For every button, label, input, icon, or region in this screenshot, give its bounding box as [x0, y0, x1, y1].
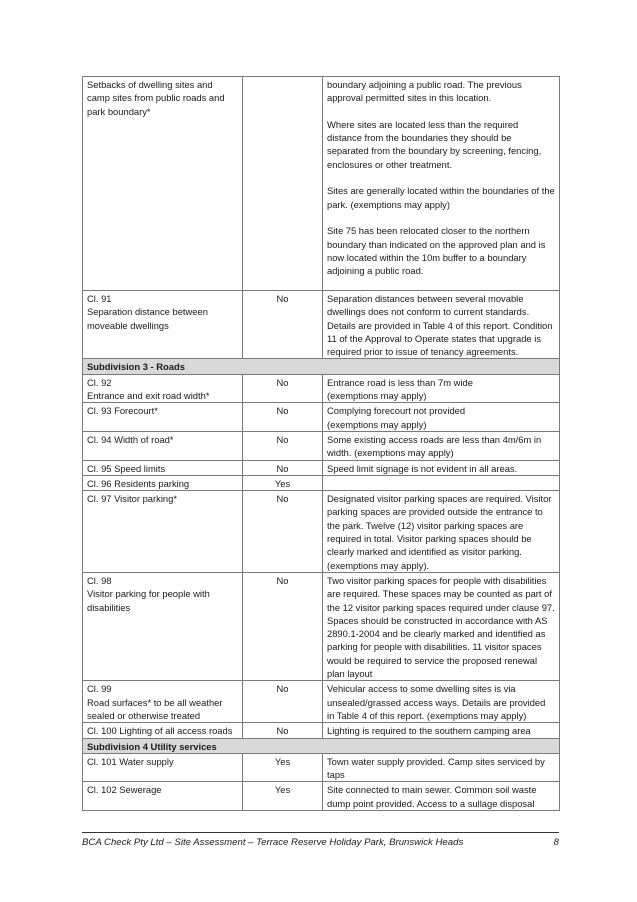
- comment-text: boundary adjoining a public road. The previous approval permitted sites in this location.: [327, 79, 522, 104]
- compliance-cell: No: [243, 291, 323, 359]
- comment-text: Where sites are located less than the required distance from the boundaries they should be separated from the boundary by screening, fencing, enclosures or other treatment.: [327, 118, 542, 170]
- section-header-row: [83, 359, 560, 374]
- page-footer: [82, 832, 559, 848]
- table-row: [83, 374, 560, 403]
- clause-text: Entrance and exit road width*: [87, 390, 210, 402]
- comments-cell: [323, 431, 560, 460]
- comments-cell: [323, 753, 560, 782]
- clause-text: Cl. 94 Width of road*: [87, 433, 174, 445]
- compliance-cell: No: [243, 374, 323, 403]
- clause-text: Cl. 100 Lighting of all access roads: [87, 725, 233, 737]
- compliance-cell: Yes: [243, 753, 323, 782]
- comments-cell: [323, 491, 560, 573]
- comments-cell: [323, 681, 560, 723]
- compliance-cell: No: [243, 681, 323, 723]
- clause-cell: [83, 723, 243, 738]
- compliance-cell: No: [243, 460, 323, 475]
- clause-cell: [83, 403, 243, 432]
- comment-text: Town water supply provided. Camp sites serviced by taps: [327, 755, 545, 781]
- comment-text: Site connected to main sewer. Common soil waste dump point provided. Access to a sullage disposal: [327, 784, 537, 809]
- compliance-cell: Yes: [243, 782, 323, 811]
- clause-text: Cl. 96 Residents parking: [87, 477, 190, 489]
- comments-cell: [323, 374, 560, 403]
- clause-cell: [83, 431, 243, 460]
- table-row: [83, 782, 560, 811]
- compliance-cell: Yes: [243, 475, 323, 490]
- clause-number: Cl. 99: [87, 683, 112, 695]
- comment-text: Sites are generally located within the boundaries of the park. (exemptions may apply): [327, 185, 555, 210]
- comment-text: Complying forecourt not provided: [327, 405, 466, 417]
- compliance-cell: No: [243, 403, 323, 432]
- comment-text: Vehicular access to some dwelling sites is via unsealed/grassed access ways. Details are provided in Table 4 of this report. (exemptions may apply): [327, 683, 546, 721]
- comments-cell: [323, 291, 560, 359]
- clause-text: Road surfaces* to be all weather sealed or otherwise treated: [87, 696, 223, 721]
- clause-cell: [83, 291, 243, 359]
- clause-cell: [83, 475, 243, 490]
- clause-cell: [83, 491, 243, 573]
- comment-text: Separation distances between several movable dwellings does not conform to current standards. Details are provided in Table 4 of this report. Condition 11 of the Approval to Operate states that upgrade is required prior to issue of tenancy agreements.: [327, 293, 553, 358]
- section-header-row: [83, 738, 560, 753]
- table-row: [83, 491, 560, 573]
- table-row: [83, 475, 560, 490]
- table-row: [83, 291, 560, 359]
- comment-text: Entrance road is less than 7m wide: [327, 376, 473, 388]
- footer-text: BCA Check Pty Ltd – Site Assessment – Terrace Reserve Holiday Park, Brunswick Heads: [82, 837, 464, 848]
- table-row: [83, 753, 560, 782]
- comments-cell: [323, 782, 560, 811]
- comments-cell: [323, 723, 560, 738]
- comment-text: (exemptions may apply): [327, 418, 427, 430]
- comment-text: Some existing access roads are less than 4m/6m in width. (exemptions may apply): [327, 433, 542, 459]
- clause-text: Visitor parking for people with disabilities: [87, 588, 210, 613]
- table-row: [83, 403, 560, 432]
- table-row: [83, 572, 560, 680]
- clause-cell: [83, 572, 243, 680]
- clause-number: Cl. 91: [87, 293, 112, 304]
- table-row: [83, 723, 560, 738]
- comments-cell: [323, 475, 560, 490]
- comment-text: Site 75 has been relocated closer to the northern boundary than indicated on the approved plan and is now located within the 10m buffer to a boundary adjoining a public road.: [327, 225, 546, 277]
- comments-cell: [323, 572, 560, 680]
- comment-text: Designated visitor parking spaces are required. Visitor parking spaces are provided outside the entrance to the park. Twelve (12) visitor parking spaces are required in total. Visitor parking spaces should be clearly marked and identified as visitor parking. (exemptions may apply).: [327, 493, 552, 571]
- table-row: [83, 77, 560, 291]
- clause-text: Cl. 102 Sewerage: [87, 784, 162, 796]
- page-number: 8: [553, 837, 559, 848]
- comment-text: Speed limit signage is not evident in all areas.: [327, 462, 518, 474]
- comments-cell: [323, 77, 560, 291]
- clause-text: Setbacks of dwelling sites and camp sites from public roads and park boundary*: [87, 79, 225, 117]
- clause-text: Cl. 95 Speed limits: [87, 462, 166, 474]
- comments-cell: [323, 403, 560, 432]
- compliance-cell: No: [243, 431, 323, 460]
- compliance-cell: No: [243, 723, 323, 738]
- section-title: Subdivision 3 - Roads: [83, 359, 560, 374]
- clause-cell: [83, 782, 243, 811]
- table-row: [83, 460, 560, 475]
- comments-cell: [323, 460, 560, 475]
- clause-cell: [83, 374, 243, 403]
- table-row: [83, 431, 560, 460]
- clause-text: Separation distance between moveable dwellings: [87, 306, 208, 331]
- compliance-cell: No: [243, 491, 323, 573]
- clause-text: Cl. 93 Forecourt*: [87, 405, 158, 417]
- compliance-cell: No: [243, 572, 323, 680]
- clause-text: Cl. 101 Water supply: [87, 755, 174, 767]
- clause-number: Cl. 98: [87, 574, 112, 586]
- clause-cell: [83, 681, 243, 723]
- clause-text: Cl. 97 Visitor parking*: [87, 493, 177, 505]
- comment-text: Lighting is required to the southern camping area: [327, 725, 531, 737]
- clause-cell: [83, 753, 243, 782]
- comment-text: Two visitor parking spaces for people with disabilities are required. These spaces may be counted as part of the 12 visitor parking spaces required under clause 97. Spaces should be constructed in accordance with AS 2890.1-2004 and be clearly marked and identified as parking for people with disabilities. 11 visitor spaces would be required to service the proposed renewal plan layout: [327, 574, 555, 680]
- clause-number: Cl. 92: [87, 376, 112, 388]
- section-title: Subdivision 4 Utility services: [83, 738, 560, 753]
- comment-text: (exemptions may apply): [327, 390, 427, 402]
- clause-cell: [83, 77, 243, 291]
- compliance-cell: [243, 77, 323, 291]
- table-row: [83, 681, 560, 723]
- assessment-table: [82, 76, 560, 811]
- clause-cell: [83, 460, 243, 475]
